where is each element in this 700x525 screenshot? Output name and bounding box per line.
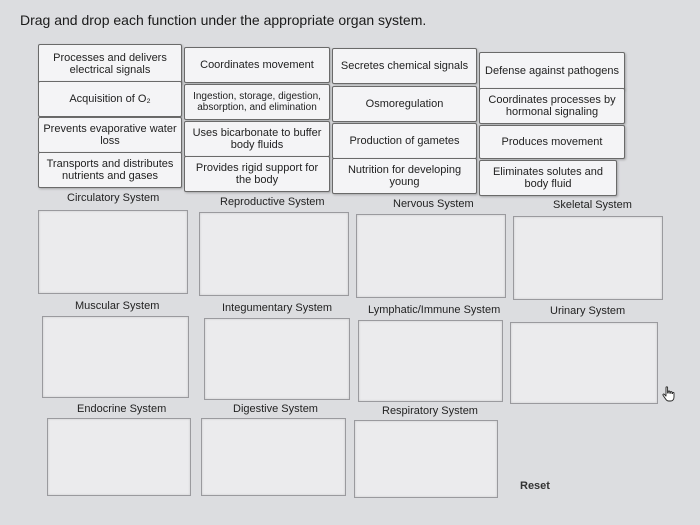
reset-button[interactable]: Reset — [520, 480, 550, 492]
label-circulatory-system: Circulatory System — [67, 192, 160, 204]
chip-osmoregulation[interactable]: Osmoregulation — [332, 86, 477, 122]
chip-acquisition-of-o2[interactable]: Acquisition of O₂ — [38, 81, 182, 117]
label-skeletal-system: Skeletal System — [553, 199, 632, 211]
label-integumentary-system: Integumentary System — [222, 302, 333, 314]
dropzone-urinary[interactable] — [510, 322, 658, 404]
label-endocrine-system: Endocrine System — [77, 403, 167, 415]
chip-production-of-gametes[interactable]: Production of gametes — [332, 123, 477, 159]
dropzone-integumentary[interactable] — [204, 318, 350, 400]
dropzone-digestive[interactable] — [201, 418, 346, 496]
chip-processes-electrical-signals[interactable]: Processes and delivers electrical signals — [38, 44, 182, 84]
label-lymphatic-immune-system: Lymphatic/Immune System — [368, 304, 501, 316]
chip-ingestion-digestion[interactable]: Ingestion, storage, digestion, absorption, and elimination — [184, 84, 330, 120]
chip-bicarbonate-buffer[interactable]: Uses bicarbonate to buffer body fluids — [184, 121, 330, 157]
dropzone-respiratory[interactable] — [354, 420, 498, 498]
chip-coordinates-movement[interactable]: Coordinates movement — [184, 47, 330, 83]
chip-transports-nutrients-gases[interactable]: Transports and distributes nutrients and gases — [38, 152, 182, 188]
dropzone-lymphatic-immune[interactable] — [358, 320, 503, 402]
chip-prevents-water-loss[interactable]: Prevents evaporative water loss — [38, 117, 182, 153]
dropzone-muscular[interactable] — [42, 316, 189, 398]
chip-coordinates-hormonal-signaling[interactable]: Coordinates processes by hormonal signaling — [479, 88, 625, 124]
label-urinary-system: Urinary System — [550, 305, 626, 317]
chip-defense-against-pathogens[interactable]: Defense against pathogens — [479, 52, 625, 90]
label-digestive-system: Digestive System — [233, 403, 318, 415]
dropzone-circulatory[interactable] — [38, 210, 188, 294]
label-reproductive-system: Reproductive System — [220, 196, 325, 208]
instruction-text: Drag and drop each function under the appropriate organ system. — [20, 12, 427, 28]
chip-nutrition-developing-young[interactable]: Nutrition for developing young — [332, 158, 477, 194]
chip-rigid-support[interactable]: Provides rigid support for the body — [184, 156, 330, 192]
dropzone-skeletal[interactable] — [513, 216, 663, 300]
chip-produces-movement[interactable]: Produces movement — [479, 125, 625, 159]
dropzone-endocrine[interactable] — [47, 418, 191, 496]
dropzone-nervous[interactable] — [356, 214, 506, 298]
label-respiratory-system: Respiratory System — [382, 405, 478, 417]
hand-pointer-icon — [660, 385, 678, 403]
chip-secretes-chemical-signals[interactable]: Secretes chemical signals — [332, 48, 477, 84]
chip-eliminates-solutes[interactable]: Eliminates solutes and body fluid — [479, 160, 617, 196]
label-muscular-system: Muscular System — [75, 300, 160, 312]
label-nervous-system: Nervous System — [393, 198, 474, 210]
dropzone-reproductive[interactable] — [199, 212, 349, 296]
